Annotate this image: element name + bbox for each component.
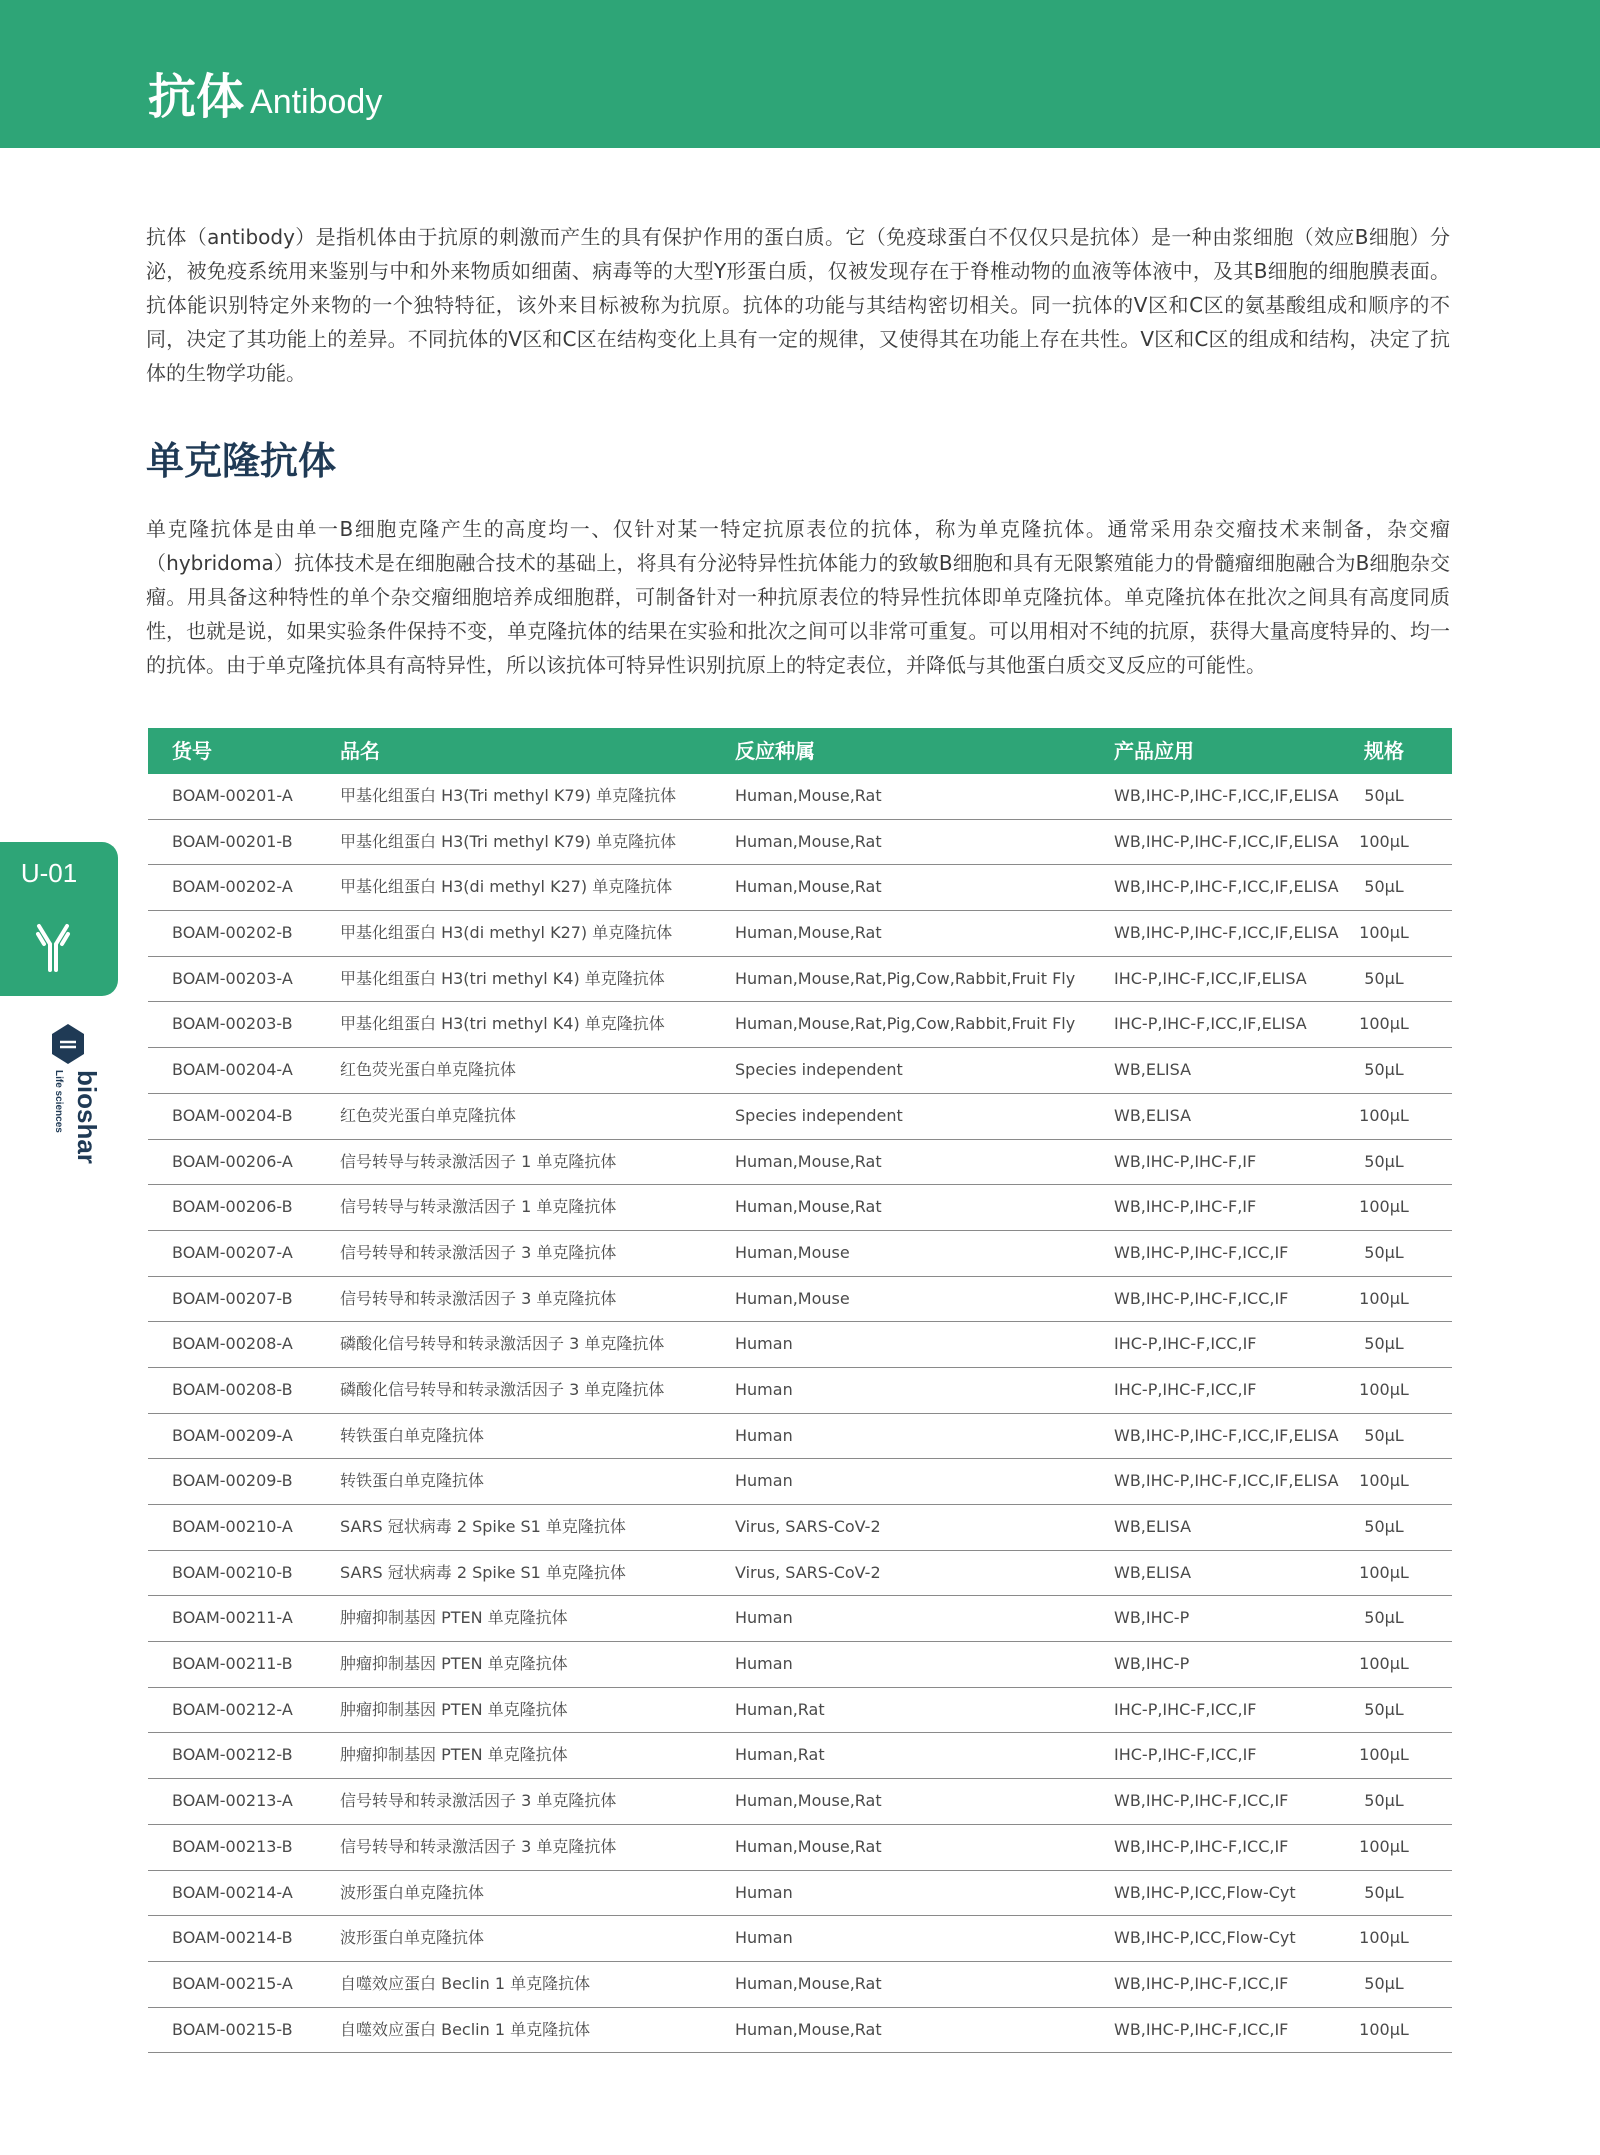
cell-size: 50μL: [1364, 786, 1404, 805]
cell-name: 信号转导和转录激活因子 3 单克隆抗体: [340, 1791, 617, 1811]
cell-application: WB,IHC-P,IHC-F,ICC,IF: [1114, 1791, 1289, 1811]
cell-sku: BOAM-00204-A: [172, 1060, 293, 1080]
cell-application: WB,IHC-P,IHC-F,ICC,IF: [1114, 1288, 1289, 1308]
cell-name: 甲基化组蛋白 H3(di methyl K27) 单克隆抗体: [340, 877, 673, 897]
cell-sku: BOAM-00204-B: [172, 1105, 293, 1125]
logo-text: bioshar: [72, 1070, 102, 1164]
cell-size: 100μL: [1359, 831, 1409, 851]
cell-name: 自噬效应蛋白 Beclin 1 单克隆抗体: [340, 2019, 591, 2039]
table-row: [148, 1733, 1452, 1779]
cell-sku: BOAM-00206-A: [172, 1151, 293, 1171]
bioshar-logo: [48, 1022, 102, 1202]
cell-name: 肿瘤抑制基因 PTEN 单克隆抗体: [340, 1654, 568, 1674]
cell-sku: BOAM-00210-B: [172, 1562, 293, 1582]
cell-name: SARS 冠状病毒 2 Spike S1 单克隆抗体: [340, 1517, 626, 1536]
cell-sku: BOAM-00212-B: [172, 1745, 293, 1765]
cell-size: 100μL: [1359, 1471, 1409, 1491]
section-paragraph: 单克隆抗体是由单一B细胞克隆产生的高度均一、仅针对某一特定抗原表位的抗体，称为单克隆抗体。通常采用杂交瘤技术来制备，杂交瘤（hybridoma）抗体技术是在细胞融合技术的基础上，将具有分泌特异性抗体能力的致敏B细胞和具有无限繁殖能力的骨髓瘤细胞融合为B细胞杂交瘤。用具备这种特性的单个杂交瘤细胞培养成细胞群，可制备针对一种抗原表位的特异性抗体即单克隆抗体。单克隆抗体在批次之间具有高度同质性，也就是说，如果实验条件保持不变，单克隆抗体的结果在实验和批次之间可以非常可重复。可以用相对不纯的抗原，获得大量高度特异的、均一的抗体。由于单克隆抗体具有高特异性，所以该抗体可特异性识别抗原上的特定表位，并降低与其他蛋白质交叉反应的可能性。: [146, 517, 1450, 677]
cell-application: WB,IHC-P,IHC-F,ICC,IF,ELISA: [1114, 923, 1339, 943]
cell-size: 100μL: [1359, 1836, 1409, 1856]
cell-application: WB,IHC-P,ICC,Flow-Cyt: [1114, 1928, 1296, 1948]
cell-species: Human,Rat: [735, 1699, 825, 1719]
cell-sku: BOAM-00201-A: [172, 786, 293, 805]
logo-subtext: Life sciences: [53, 1070, 64, 1133]
page-header: [0, 0, 1600, 148]
page-title: [148, 58, 382, 127]
cell-size: 100μL: [1359, 1288, 1409, 1308]
cell-name: 信号转导与转录激活因子 1 单克隆抗体: [340, 1197, 617, 1217]
cell-sku: BOAM-00201-B: [172, 831, 293, 851]
cell-size: 50μL: [1364, 968, 1404, 988]
cell-sku: BOAM-00203-B: [172, 1014, 293, 1034]
section-tab-label: U-01: [20, 858, 78, 888]
table-row: [148, 1368, 1452, 1414]
cell-sku: BOAM-00215-B: [172, 2019, 293, 2039]
cell-size: 100μL: [1359, 1928, 1409, 1948]
cell-name: 信号转导和转录激活因子 3 单克隆抗体: [340, 1288, 617, 1308]
table-row: [148, 1002, 1452, 1048]
cell-species: Human,Mouse: [735, 1242, 850, 1262]
cell-size: 50μL: [1364, 1151, 1404, 1171]
cell-size: 50μL: [1364, 1334, 1404, 1354]
cell-application: WB,IHC-P,IHC-F,IF: [1114, 1197, 1257, 1217]
cell-name: 信号转导和转录激活因子 3 单克隆抗体: [340, 1836, 617, 1856]
cell-name: 波形蛋白单克隆抗体: [340, 1882, 485, 1902]
table-row: [148, 1185, 1452, 1231]
table-row: [148, 911, 1452, 957]
header-name: 品名: [340, 739, 380, 763]
cell-size: 50μL: [1364, 1882, 1404, 1902]
cell-application: IHC-P,IHC-F,ICC,IF: [1114, 1699, 1257, 1719]
table-body: [148, 774, 1452, 2053]
cell-species: Human,Mouse,Rat: [735, 877, 882, 897]
cell-species: Virus, SARS-CoV-2: [735, 1517, 881, 1536]
cell-size: 100μL: [1359, 1014, 1409, 1034]
cell-sku: BOAM-00202-A: [172, 877, 293, 897]
table-row: [148, 1916, 1452, 1962]
cell-name: 甲基化组蛋白 H3(Tri methyl K79) 单克隆抗体: [340, 786, 677, 805]
cell-application: IHC-P,IHC-F,ICC,IF,ELISA: [1114, 968, 1307, 988]
cell-name: 甲基化组蛋白 H3(Tri methyl K79) 单克隆抗体: [340, 831, 677, 851]
cell-sku: BOAM-00208-A: [172, 1334, 293, 1354]
cell-sku: BOAM-00212-A: [172, 1699, 293, 1719]
cell-sku: BOAM-00214-B: [172, 1928, 293, 1948]
table-row: [148, 1231, 1452, 1277]
cell-size: 50μL: [1364, 1791, 1404, 1811]
section-title: 单克隆抗体: [146, 439, 337, 483]
cell-name: 转铁蛋白单克隆抗体: [340, 1471, 485, 1491]
cell-application: WB,IHC-P,IHC-F,IF: [1114, 1151, 1257, 1171]
product-table: [148, 728, 1452, 2053]
cell-application: WB,IHC-P,IHC-F,ICC,IF: [1114, 2019, 1289, 2039]
cell-application: WB,ELISA: [1114, 1105, 1192, 1125]
cell-sku: BOAM-00210-A: [172, 1517, 293, 1536]
table-row: [148, 1459, 1452, 1505]
cell-size: 50μL: [1364, 1699, 1404, 1719]
table-row: [148, 1094, 1452, 1140]
cell-species: Human: [735, 1379, 793, 1399]
cell-name: 甲基化组蛋白 H3(tri methyl K4) 单克隆抗体: [340, 968, 665, 988]
header-application: 产品应用: [1114, 739, 1194, 763]
cell-species: Human,Mouse,Rat: [735, 1836, 882, 1856]
cell-application: WB,IHC-P,IHC-F,ICC,IF,ELISA: [1114, 877, 1339, 897]
table-row: [148, 2008, 1452, 2054]
cell-name: 甲基化组蛋白 H3(di methyl K27) 单克隆抗体: [340, 923, 673, 943]
table-row: [148, 1322, 1452, 1368]
table-row: [148, 957, 1452, 1003]
cell-sku: BOAM-00211-A: [172, 1608, 293, 1628]
cell-name: 自噬效应蛋白 Beclin 1 单克隆抗体: [340, 1973, 591, 1993]
cell-size: 50μL: [1364, 1242, 1404, 1262]
intro-paragraph: 抗体（antibody）是指机体由于抗原的刺激而产生的具有保护作用的蛋白质。它（免疫球蛋白不仅仅只是抗体）是一种由浆细胞（效应B细胞）分泌，被免疫系统用来鉴别与中和外来物质如细菌、病毒等的大型Y形蛋白质，仅被发现存在于脊椎动物的血液等体液中，及其B细胞的细胞膜表面。抗体能识别特定外来物的一个独特特征，该外来目标被称为抗原。抗体的功能与其结构密切相关。同一抗体的V区和C区的氨基酸组成和顺序的不同，决定了其功能上的差异。不同抗体的V区和C区在结构变化上具有一定的规律，又使得其在功能上存在共性。V区和C区的组成和结构，决定了抗体的生物学功能。: [146, 225, 1450, 385]
cell-name: 信号转导与转录激活因子 1 单克隆抗体: [340, 1151, 617, 1171]
cell-species: Species independent: [735, 1105, 903, 1125]
cell-application: WB,IHC-P,IHC-F,ICC,IF: [1114, 1242, 1289, 1262]
cell-name: 肿瘤抑制基因 PTEN 单克隆抗体: [340, 1699, 568, 1719]
cell-size: 100μL: [1359, 1105, 1409, 1125]
cell-application: IHC-P,IHC-F,ICC,IF: [1114, 1745, 1257, 1765]
cell-species: Human,Mouse,Rat: [735, 1151, 882, 1171]
cell-sku: BOAM-00207-A: [172, 1242, 293, 1262]
cell-species: Human: [735, 1928, 793, 1948]
cell-sku: BOAM-00203-A: [172, 968, 293, 988]
cell-species: Human,Mouse,Rat,Pig,Cow,Rabbit,Fruit Fly: [735, 1014, 1076, 1034]
cell-species: Human,Rat: [735, 1745, 825, 1765]
cell-size: 100μL: [1359, 1654, 1409, 1674]
cell-application: WB,IHC-P,IHC-F,ICC,IF,ELISA: [1114, 1471, 1339, 1491]
cell-species: Human,Mouse,Rat: [735, 2019, 882, 2039]
cell-species: Human: [735, 1334, 793, 1354]
cell-sku: BOAM-00207-B: [172, 1288, 293, 1308]
cell-size: 50μL: [1364, 1425, 1404, 1445]
cell-sku: BOAM-00208-B: [172, 1379, 293, 1399]
cell-size: 50μL: [1364, 1973, 1404, 1993]
table-row: [148, 1140, 1452, 1186]
table-row: [148, 865, 1452, 911]
cell-name: 转铁蛋白单克隆抗体: [340, 1425, 485, 1445]
antibody-icon: [38, 914, 68, 972]
table-row: [148, 1642, 1452, 1688]
cell-name: 肿瘤抑制基因 PTEN 单克隆抗体: [340, 1745, 568, 1765]
table-row: [148, 774, 1452, 820]
table-row: [148, 820, 1452, 866]
cell-name: 信号转导和转录激活因子 3 单克隆抗体: [340, 1242, 617, 1262]
cell-name: 肿瘤抑制基因 PTEN 单克隆抗体: [340, 1608, 568, 1628]
cell-species: Human,Mouse,Rat: [735, 1791, 882, 1811]
cell-application: WB,IHC-P,IHC-F,ICC,IF: [1114, 1836, 1289, 1856]
table-row: [148, 1048, 1452, 1094]
cell-application: WB,IHC-P,IHC-F,ICC,IF: [1114, 1973, 1289, 1993]
table-row: [148, 1277, 1452, 1323]
table-row: [148, 1688, 1452, 1734]
cell-species: Human: [735, 1471, 793, 1491]
cell-name: 磷酸化信号转导和转录激活因子 3 单克隆抗体: [340, 1334, 665, 1354]
cell-application: IHC-P,IHC-F,ICC,IF: [1114, 1334, 1257, 1354]
cell-size: 50μL: [1364, 877, 1404, 897]
cell-sku: BOAM-00214-A: [172, 1882, 293, 1902]
cell-sku: BOAM-00209-A: [172, 1425, 293, 1445]
cell-size: 100μL: [1359, 1562, 1409, 1582]
cell-application: WB,IHC-P,IHC-F,ICC,IF,ELISA: [1114, 831, 1339, 851]
cell-species: Human,Mouse,Rat: [735, 1973, 882, 1993]
cell-sku: BOAM-00206-B: [172, 1197, 293, 1217]
cell-name: 磷酸化信号转导和转录激活因子 3 单克隆抗体: [340, 1379, 665, 1399]
cell-species: Human,Mouse,Rat: [735, 923, 882, 943]
cell-sku: BOAM-00215-A: [172, 1973, 293, 1993]
cell-size: 100μL: [1359, 923, 1409, 943]
cell-name: 红色荧光蛋白单克隆抗体: [340, 1060, 517, 1080]
cell-name: 甲基化组蛋白 H3(tri methyl K4) 单克隆抗体: [340, 1014, 665, 1034]
cell-sku: BOAM-00213-A: [172, 1791, 293, 1811]
table-row: [148, 1779, 1452, 1825]
cell-species: Human,Mouse,Rat: [735, 786, 882, 805]
cell-species: Human,Mouse: [735, 1288, 850, 1308]
table-row: [148, 1414, 1452, 1460]
header-size: 规格: [1364, 739, 1404, 763]
cell-size: 100μL: [1359, 1197, 1409, 1217]
cell-species: Human,Mouse,Rat: [735, 831, 882, 851]
cell-size: 100μL: [1359, 1379, 1409, 1399]
table-row: [148, 1596, 1452, 1642]
table-row: [148, 1825, 1452, 1871]
cell-species: Species independent: [735, 1060, 903, 1080]
cell-name: 波形蛋白单克隆抗体: [340, 1928, 485, 1948]
cell-sku: BOAM-00209-B: [172, 1471, 293, 1491]
section-tab[interactable]: [0, 842, 118, 996]
table-row: [148, 1551, 1452, 1597]
cell-sku: BOAM-00211-B: [172, 1654, 293, 1674]
table-row: [148, 1505, 1452, 1551]
cell-species: Human: [735, 1654, 793, 1674]
cell-name: 红色荧光蛋白单克隆抗体: [340, 1105, 517, 1125]
cell-size: 50μL: [1364, 1608, 1404, 1628]
cell-size: 100μL: [1359, 1745, 1409, 1765]
header-species: 反应种属: [735, 739, 815, 763]
cell-species: Human: [735, 1425, 793, 1445]
table-header: [148, 728, 1452, 774]
cell-application: IHC-P,IHC-F,ICC,IF,ELISA: [1114, 1014, 1307, 1034]
page-title-en: Antibody: [250, 83, 383, 121]
cell-species: Human,Mouse,Rat,Pig,Cow,Rabbit,Fruit Fly: [735, 968, 1076, 988]
cell-species: Human,Mouse,Rat: [735, 1197, 882, 1217]
cell-application: WB,IHC-P: [1114, 1654, 1190, 1674]
header-sku: 货号: [172, 739, 212, 763]
cell-species: Virus, SARS-CoV-2: [735, 1562, 881, 1582]
table-row: [148, 1962, 1452, 2008]
cell-sku: BOAM-00202-B: [172, 923, 293, 943]
cell-application: IHC-P,IHC-F,ICC,IF: [1114, 1379, 1257, 1399]
cell-application: WB,IHC-P,IHC-F,ICC,IF,ELISA: [1114, 1425, 1339, 1445]
table-row: [148, 1871, 1452, 1917]
cell-size: 100μL: [1359, 2019, 1409, 2039]
cell-application: WB,IHC-P,IHC-F,ICC,IF,ELISA: [1114, 786, 1339, 805]
cell-name: SARS 冠状病毒 2 Spike S1 单克隆抗体: [340, 1562, 626, 1582]
cell-application: WB,IHC-P,ICC,Flow-Cyt: [1114, 1882, 1296, 1902]
cell-application: WB,ELISA: [1114, 1562, 1192, 1582]
cell-application: WB,ELISA: [1114, 1060, 1192, 1080]
cell-application: WB,IHC-P: [1114, 1608, 1190, 1628]
cell-size: 50μL: [1364, 1517, 1404, 1536]
cell-species: Human: [735, 1608, 793, 1628]
page-title-zh: 抗体: [148, 69, 245, 125]
cell-size: 50μL: [1364, 1060, 1404, 1080]
cell-application: WB,ELISA: [1114, 1517, 1192, 1536]
cell-sku: BOAM-00213-B: [172, 1836, 293, 1856]
cell-species: Human: [735, 1882, 793, 1902]
